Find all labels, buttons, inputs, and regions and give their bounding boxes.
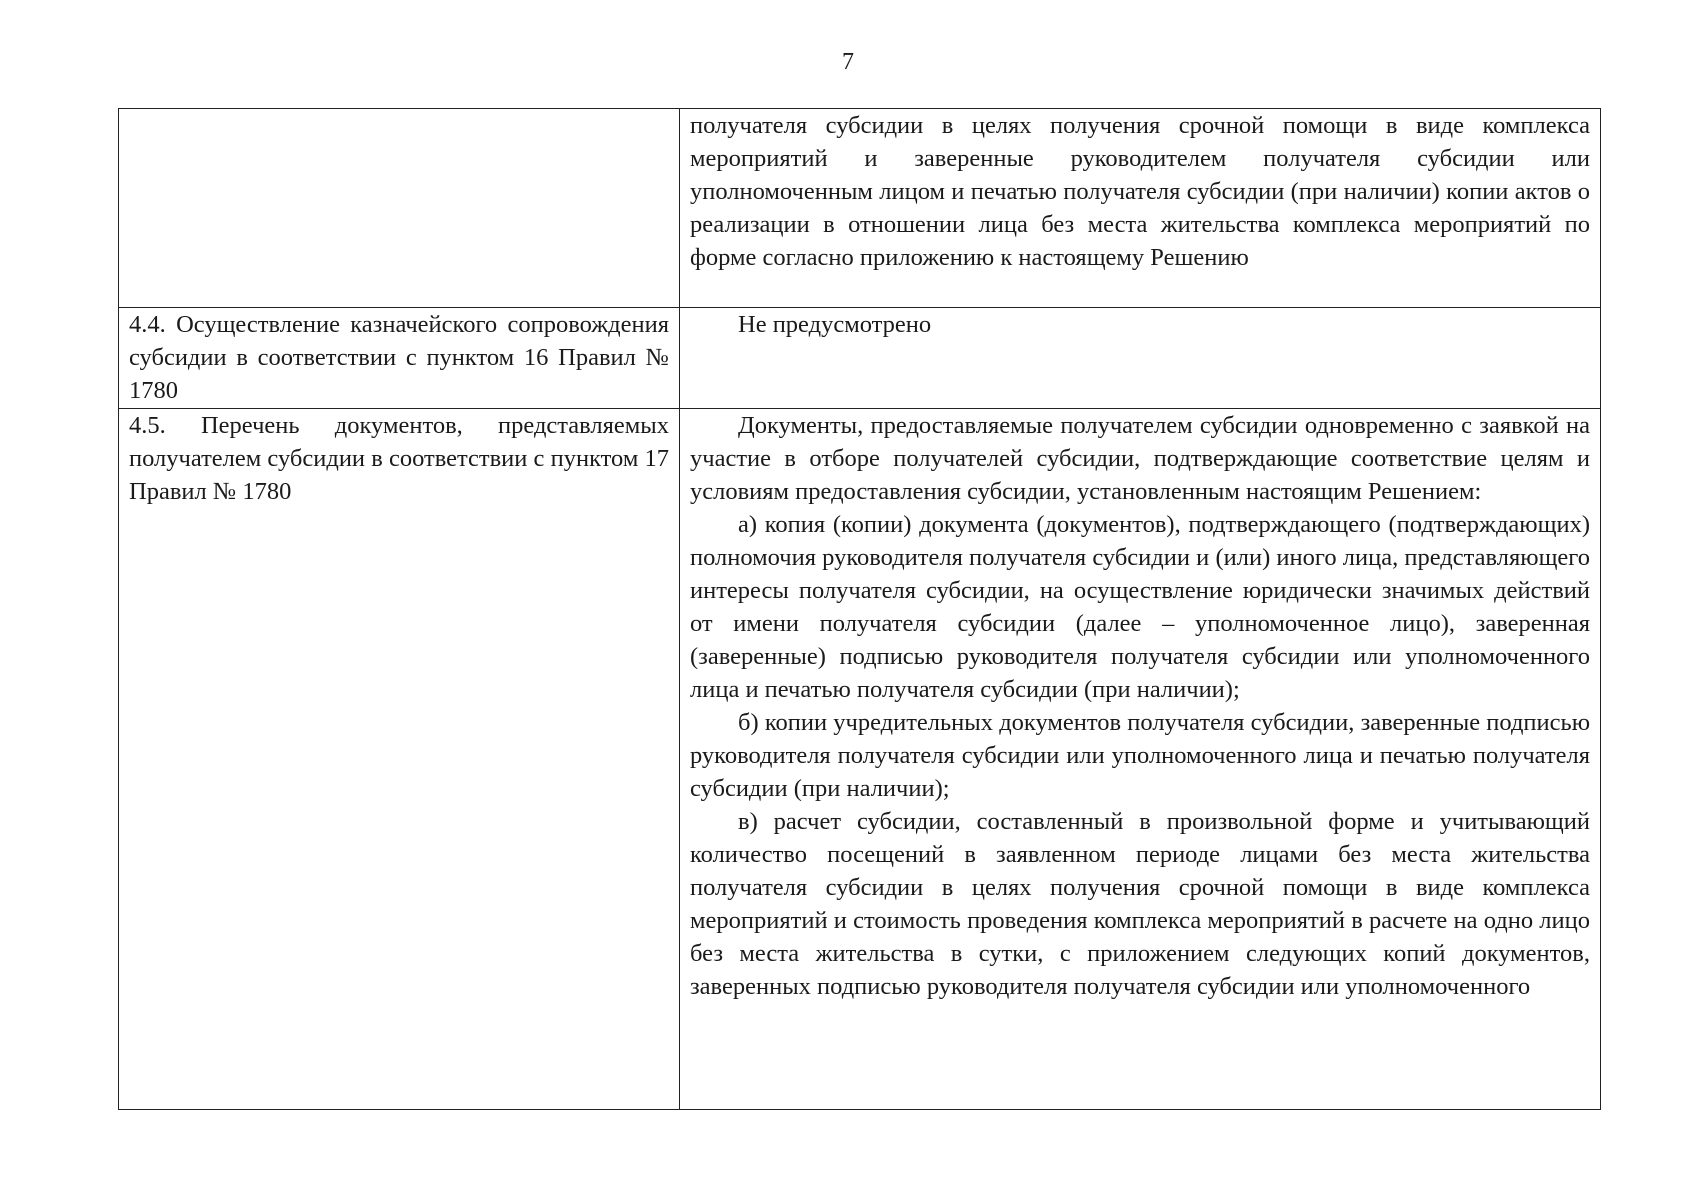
document-table	[118, 108, 1601, 1110]
paragraph-item-v: в) расчет субсидии, составленный в произвольной форме и учитывающий количество посещений в заявленном периоде лицами без места жительства получателя субсидии в целях получения срочной помощи в виде комплекса мероприятий и стоимость проведения комплекса мероприятий в расчете на одно лицо без места жительства в сутки, с приложением следующих копий документов, заверенных подписью руководителя получателя субсидии или уполномоченного	[690, 808, 1590, 1000]
table-cell-right: Не предусмотрено	[680, 308, 1601, 409]
page-number: 7	[842, 49, 854, 75]
table-cell-left	[119, 109, 680, 308]
table-cell-left: 4.5. Перечень документов, представляемых получателем субсидии в соответствии с пунктом 17 Правил № 1780	[119, 409, 680, 1110]
paragraph-item-a: а) копия (копии) документа (документов), подтверждающего (подтверждающих) полномочия руководителя получателя субсидии и (или) иного лица, представляющего интересы получателя субсидии, на осуществление юридически значимых действий от имени получателя субсидии (далее – уполномоченное лицо), заверенная (заверенные) подписью руководителя получателя субсидии или уполномоченного лица и печатью получателя субсидии (при наличии);	[690, 511, 1590, 703]
table-cell-right: получателя субсидии в целях получения срочной помощи в виде комплекса мероприятий и заверенные руководителем получателя субсидии или уполномоченным лицом и печатью получателя субсидии (при наличии) копии актов о реализации в отношении лица без места жительства комплекса мероприятий по форме согласно приложению к настоящему Решению	[680, 109, 1601, 308]
table-row	[119, 109, 1601, 308]
table-cell-left: 4.4. Осуществление казначейского сопровождения субсидии в соответствии с пунктом 16 Правил № 1780	[119, 308, 680, 409]
table-row	[119, 308, 1601, 409]
table-row	[119, 409, 1601, 1110]
paragraph-item-b: б) копии учредительных документов получателя субсидии, заверенные подписью руководителя получателя субсидии или уполномоченного лица и печатью получателя субсидии (при наличии);	[690, 709, 1590, 802]
table-cell-right	[680, 409, 1601, 1110]
paragraph-documents-intro: Документы, предоставляемые получателем субсидии одновременно с заявкой на участие в отборе получателей субсидии, подтверждающие соответствие целям и условиям предоставления субсидии, установленным настоящим Решением:	[690, 412, 1590, 505]
